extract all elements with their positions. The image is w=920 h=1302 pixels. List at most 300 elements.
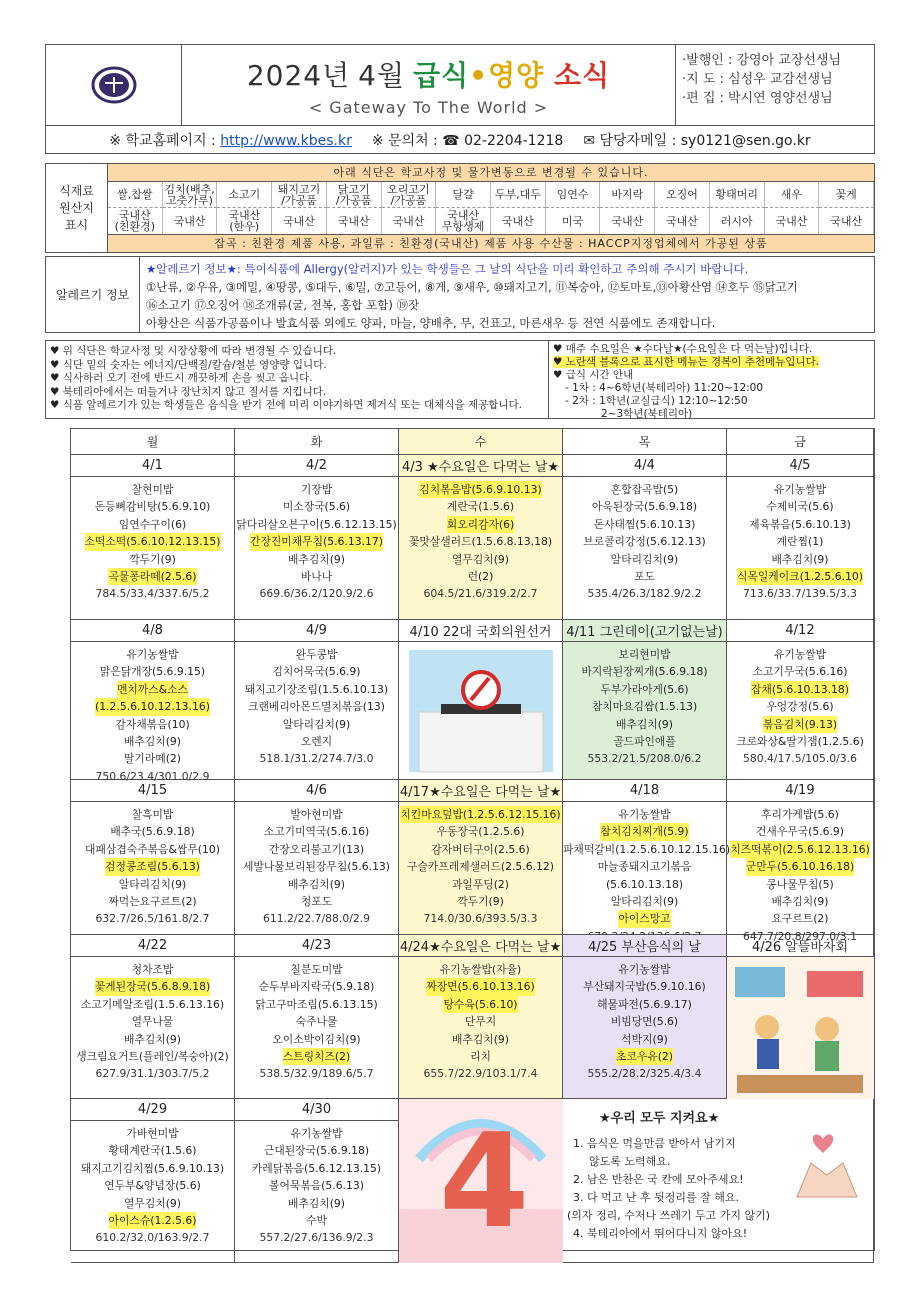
menu-item: 제육볶음(5.6.10.13): [749, 517, 851, 531]
date-cell: 4/24★수요일은 다먹는 날★: [399, 935, 563, 957]
menu-item: 유기농쌀밥: [773, 483, 827, 496]
menu-item: 유기농쌀밥(자율): [439, 963, 522, 976]
menu-item: 석박지(9): [621, 1032, 668, 1046]
menu-item: 배추김치(9): [287, 1196, 345, 1210]
origin-label-line: 원산지: [59, 200, 94, 215]
bazaar-illustration: [727, 957, 874, 1099]
email-label: ✉ 담당자메일 :: [583, 132, 677, 149]
menu-item: 닭고구마조림(5.6.13.15): [255, 997, 378, 1011]
menu-item: 과일푸딩(2): [451, 877, 509, 891]
menu-list: [399, 961, 562, 1083]
title-dot: •: [469, 58, 489, 92]
homepage-label: ※ 학교홈페이지 :: [109, 132, 216, 149]
menu-item: 배추국(5.6.9.18): [110, 825, 195, 839]
menu-list: [563, 646, 726, 768]
weekday-header: 월: [71, 429, 235, 455]
date-cell: 4/26 알뜰바자회: [727, 935, 874, 957]
menu-cell: [71, 642, 235, 783]
menu-item: 647.7/20.8/297.0/3.1: [743, 929, 857, 943]
menu-cell: [235, 957, 399, 1099]
pinky-promise-icon: [787, 1129, 867, 1199]
menu-item: 604.5/21.6/319.2/2.7: [423, 587, 538, 601]
origin-item: 오징어: [655, 182, 710, 208]
weekday-header: 금: [727, 429, 874, 455]
menu-item: 검정콩조림(5.6.13): [105, 858, 200, 875]
menu-item: 배추김치(9): [451, 1032, 509, 1046]
menu-item: 런(2): [467, 570, 494, 584]
menu-item: 해물파전(5.6.9.17): [597, 997, 692, 1011]
ballot-box-icon: [399, 642, 563, 780]
menu-item: 완두콩밥: [295, 648, 338, 661]
menu-cell: [727, 642, 874, 780]
menu-item: 식목일케이크(1.2.5.6.10): [737, 568, 863, 585]
menu-item: 우동장국(1.2.5.6): [436, 825, 525, 839]
menu-item: 627.9/31.1/303.7/5.2: [95, 1067, 210, 1081]
menu-item: 후리가케밥(5.6): [761, 808, 839, 821]
notice-left: [46, 341, 549, 418]
menu-item: 김치어묵국(5.6.9): [272, 665, 361, 679]
origin-item: 두부,대두: [491, 182, 546, 208]
menu-item: 혼합잡곡밥(5): [610, 483, 679, 496]
weekday-header: 수: [399, 429, 563, 455]
menu-item: 청차조밥: [131, 963, 174, 976]
notice-line: ♥ 식품 알레르기가 있는 학생들은 음식을 받기 전에 미리 이야기하면 제거식 또는 대체식을 제공합니다.: [50, 399, 523, 411]
menu-item: 근대된장국(5.6.9.18): [263, 1144, 370, 1158]
menu-item: 배추김치(9): [771, 895, 829, 909]
origin-country: 러시아: [710, 208, 765, 234]
menu-item: 아이스망고: [618, 910, 670, 927]
menu-item: 찰흑미밥: [131, 808, 174, 821]
menu-item: 784.5/33.4/337.6/5.2: [95, 587, 210, 601]
menu-item: 알타리김치(9): [118, 877, 187, 891]
origin-country: 국내산: [382, 208, 437, 234]
rules-line: 않도록 노력해요.: [589, 1155, 671, 1168]
menu-item: 유기농쌀밥: [618, 808, 671, 821]
weekday-header: 목: [563, 429, 727, 455]
date-cell: 4/11 그린데이(고기없는날): [563, 620, 727, 642]
allergy-warning: ★알레르기 정보★: 특이식품에 Allergy(알러지)가 있는 학생들은 그 날의 식단을 미리 확인하고 주의해 주시기 바랍니다.: [146, 262, 749, 276]
rules-line: (의자 정리, 수저나 쓰레기 두고 가지 않기): [567, 1209, 771, 1222]
menu-item: 미소장국(5.6): [282, 500, 351, 514]
title-meal: 급식: [413, 58, 470, 92]
menu-item: 스트링치즈(2): [283, 1048, 350, 1065]
menu-list: [399, 481, 562, 603]
menu-item: 김치볶음밥(5.6.9.10.13): [419, 481, 541, 498]
origin-country: 국내산: [163, 208, 218, 234]
market-people-icon: [727, 957, 874, 1099]
date-cell: 4/12: [727, 620, 874, 642]
newsletter-title: [247, 54, 610, 94]
menu-item: 아이스슈(1.2.5.6): [109, 1212, 197, 1229]
contact-bar: [45, 126, 875, 154]
title-month: 4월: [358, 58, 406, 92]
menu-cell: [563, 477, 727, 620]
menu-item: 알타리김치(9): [610, 895, 679, 909]
menu-list: [235, 481, 398, 603]
ingredient-origin-table: [45, 163, 875, 253]
menu-item: 돼지고기김치찜(5.6.9.10.13): [80, 1161, 225, 1175]
menu-item: 크랜베리아몬드멸치볶음(13): [248, 700, 385, 714]
menu-item: 구슬카프레제샐러드(2.5.6.12): [407, 860, 554, 874]
menu-item: 꽃게된장국(5.6.8.9.18): [95, 978, 211, 995]
origin-item: 새우: [765, 182, 820, 208]
allergy-label: 알레르기 정보: [46, 257, 140, 332]
menu-item: 비빔당면(5.6): [610, 1015, 679, 1029]
menu-item: 기장밥: [300, 483, 333, 496]
title-news: 소식: [554, 58, 611, 92]
menu-list: [399, 806, 562, 928]
menu-item: 보리현미밥: [618, 648, 671, 661]
menu-item: 깍두기(9): [129, 552, 176, 566]
menu-item: 돈사태찜(5.6.10.13): [593, 517, 696, 531]
rules-line: 2. 남은 반찬은 국 칸에 모아주세요!: [573, 1173, 744, 1186]
menu-item: 535.4/26.3/182.9/2.2: [587, 587, 702, 601]
menu-cell: [71, 802, 235, 935]
menu-item: 짜장면(5.6.10.13.16): [426, 978, 534, 995]
menu-item: 부산돼지국밥(5.9.10.16): [583, 980, 706, 994]
origin-item: 황태머리: [710, 182, 765, 208]
origin-item: 바지락: [600, 182, 655, 208]
notice-line: - 1차 : 4~6학년(북테리아) 11:20~12:00: [565, 382, 764, 394]
date-cell: 4/9: [235, 620, 399, 642]
allergy-list-2: ⑯소고기 ⑰오징어 ⑱조개류(굴, 전복, 홍합 포함) ⑲잣: [146, 298, 420, 312]
menu-item: 치즈떡볶이(2.5.6.12.13.16): [730, 841, 870, 858]
menu-item: 유기농쌀밥: [618, 963, 671, 976]
menu-cell: [399, 957, 563, 1099]
menu-item: 돈등뼈감비탕(5.6.9.10): [94, 500, 211, 514]
menu-list: [563, 481, 726, 603]
menu-item: 유기농쌀밥: [126, 648, 179, 661]
date-cell: 4/4: [563, 455, 727, 477]
notice-line: ♥ 급식 시간 안내: [553, 369, 634, 381]
menu-list: [727, 806, 873, 945]
homepage-link[interactable]: http://www.kbes.kr: [220, 132, 352, 149]
menu-item: 찰현미밥: [131, 483, 174, 496]
menu-list: [563, 806, 731, 945]
menu-list: [235, 806, 398, 928]
menu-list: [727, 646, 873, 768]
menu-item: 유기농쌀밥: [773, 648, 827, 661]
hands-illustration: [787, 1129, 867, 1203]
menu-item: 감자채볶음(10): [115, 717, 190, 731]
menu-item: 수제비국(5.6): [766, 500, 834, 514]
menu-item: 리치: [470, 1050, 491, 1064]
school-logo: [46, 45, 182, 125]
origin-note-top: 아래 식단은 학교사정 및 물가변동으로 변경될 수 있습니다.: [108, 164, 874, 182]
origin-item: 소고기: [217, 182, 272, 208]
menu-item: 콩나물무침(5): [766, 877, 834, 891]
menu-item: 간장오리불고기(13): [268, 842, 365, 856]
menu-cell: [71, 1121, 235, 1263]
newsletter-title-block: [182, 45, 676, 125]
menu-item: 배추김치(9): [615, 717, 673, 731]
newsletter-subtitle: < Gateway To The World >: [308, 97, 549, 117]
menu-item: 잡채(5.6.10.13.18): [751, 681, 849, 698]
notice-box: [45, 340, 875, 419]
origin-item: 쌀,찹쌀: [108, 182, 163, 208]
menu-item: 발아현미밥: [290, 808, 343, 821]
origin-item: 달걀: [436, 182, 491, 208]
phone-number: ☎ 02-2204-1218: [442, 132, 564, 149]
rules-line: 3. 다 먹고 난 후 뒷정리를 잘 해요.: [573, 1191, 739, 1204]
menu-item: 553.2/21.5/208.0/6.2: [587, 752, 702, 766]
menu-cell: [399, 477, 563, 620]
origin-item: 꽃게: [819, 182, 874, 208]
menu-list: [235, 646, 398, 768]
menu-cell: [727, 802, 874, 943]
origin-country: 미국: [546, 208, 601, 234]
menu-cell: [71, 957, 235, 1099]
date-cell: 4/23: [235, 935, 399, 957]
origin-item: 오리고기 /가공품: [382, 182, 437, 208]
origin-country: 국내산 (친환경): [108, 208, 163, 234]
menu-item: 알타리김치(9): [282, 717, 351, 731]
menu-item: 마늘종돼지고기볶음: [597, 860, 692, 874]
notice-line: ♥ 매주 수요일은 ★수다날★(수요일은 다 먹는날)입니다.: [553, 343, 813, 355]
menu-list: [563, 961, 726, 1083]
menu-item: (1.2.5.6.10.12.13.16): [95, 698, 210, 715]
menu-list: [71, 806, 234, 928]
menu-item: 소고기메알조림(1.5.6.13.16): [80, 997, 225, 1011]
menu-item: 건새우무국(5.6.9): [755, 825, 845, 839]
april-numeral-art: [399, 1099, 563, 1263]
menu-item: 볼어묵볶음(5.6.13): [269, 1179, 364, 1193]
menu-item: 배추김치(9): [287, 552, 345, 566]
menu-cell: [235, 477, 399, 620]
menu-item: 참치마요김쌈(1.5.13): [591, 700, 698, 714]
menu-item: 초코우유(2): [616, 1048, 673, 1065]
menu-item: 치킨마요덮밥(1.2.5.6.12.15.16): [400, 806, 560, 823]
menu-item: 골드파인애플: [613, 735, 676, 749]
date-cell: 4/17★수요일은 다먹는 날★: [399, 780, 563, 802]
date-cell: 4/15: [71, 780, 235, 802]
menu-item: 열무김치(9): [451, 552, 509, 566]
staff-list: [676, 45, 874, 125]
menu-cell: [235, 802, 399, 935]
origin-item: 김치(배추, 고춧가루): [163, 182, 218, 208]
origin-item: 돼지고기 /가공품: [272, 182, 327, 208]
notice-right: [549, 341, 874, 418]
origin-country: 국내산 (한우): [217, 208, 272, 234]
menu-item: 칠분도미밥: [290, 963, 343, 976]
menu-item: (5.6.10.13.18): [605, 877, 684, 891]
notice-line: ♥ 식단 밑의 숫자는 에너지/단백질/칼슘/철분 영양량 입니다.: [50, 358, 327, 371]
title-year: 2024년: [246, 58, 351, 92]
menu-item: 돼지고기장조림(1.5.6.10.13): [244, 682, 389, 696]
date-cell: 4/25 부산음식의 날: [563, 935, 727, 957]
meal-calendar: [70, 428, 875, 1257]
menu-item: 황태계란국(1.5.6): [108, 1144, 197, 1158]
date-cell: 4/10 22대 국회의원선거: [399, 620, 563, 642]
menu-cell: [563, 642, 727, 780]
menu-item: 열무김치(9): [123, 1196, 181, 1210]
menu-item: 탕수육(5.6.10): [443, 996, 517, 1013]
menu-item: 655.7/22.9/103.1/7.4: [423, 1067, 538, 1081]
menu-list: [235, 1125, 398, 1247]
menu-item: 611.2/22.7/88.0/2.9: [262, 912, 371, 926]
menu-item: 파채떡갈비(1.2.5.6.10.12.15.16): [563, 842, 731, 856]
menu-item: 회오리감자(6): [447, 516, 514, 533]
menu-cell: [235, 1121, 399, 1263]
origin-country: 국내산: [600, 208, 655, 234]
menu-item: 계란찜(1): [776, 535, 824, 549]
menu-item: 610.2/32.0/163.9/2.7: [95, 1231, 210, 1245]
menu-item: 538.5/32.9/189.6/5.7: [259, 1067, 374, 1081]
menu-item: 단무지: [464, 1015, 497, 1029]
allergy-text: [146, 260, 798, 332]
allergy-info: [45, 256, 875, 333]
menu-item: 딸기라떼(2): [123, 752, 181, 766]
menu-item: 우엉강정(5.6): [766, 700, 834, 714]
menu-item: 대패삼겹숙주볶음&쌈무(10): [85, 842, 220, 856]
menu-list: [727, 481, 873, 603]
election-illustration: [399, 642, 563, 780]
menu-item: 가바현미밥: [126, 1127, 179, 1140]
origin-item: 임연수: [546, 182, 601, 208]
allergy-sulfite-note: 아황산은 식품가공품이나 발효식품 외에도 양파, 마늘, 양배추, 무, 건표고, 마른새우 등 전연 식품에도 존재합니다.: [146, 316, 716, 330]
date-cell: 4/30: [235, 1099, 399, 1121]
email-address: sy0121@sen.go.kr: [680, 132, 811, 149]
menu-item: 청포도: [300, 895, 333, 909]
date-cell: 4/5: [727, 455, 874, 477]
menu-item: 713.6/33.7/139.5/3.3: [743, 587, 857, 601]
menu-item: 배추김치(9): [123, 1032, 181, 1046]
origin-country: 국내산: [765, 208, 820, 234]
notice-line: ♥ 위 식단은 학교사정 및 시장상황에 따라 변경될 수 있습니다.: [50, 345, 337, 357]
menu-item: 계란국(1.5.6): [446, 500, 515, 514]
menu-item: 숙주나물: [295, 1015, 338, 1029]
menu-item: 바나나: [300, 570, 333, 584]
notice-line: ♥ 북테리아에서는 떠들거나 장난치지 않고 질서를 지킵니다.: [50, 385, 327, 398]
staff-entry: ·발행인 : 강영아 교장선생님: [682, 53, 842, 68]
newsletter-header: [45, 44, 875, 126]
menu-item: 간장진미채무침(5.6.13.17): [250, 533, 383, 550]
weekday-header: 화: [235, 429, 399, 455]
menu-item: 소떡소떡(5.6.10.12.13.15): [85, 533, 221, 550]
menu-item: 수박: [306, 1214, 327, 1228]
menu-item: 557.2/27.6/136.9/2.3: [259, 1231, 374, 1245]
menu-cell: [563, 802, 731, 935]
menu-item: 임연수구이(6): [118, 517, 187, 531]
menu-item: 곡물퐁라떼(2.5.6): [108, 568, 196, 585]
menu-cell: [563, 957, 727, 1099]
menu-item: 요구르트(2): [771, 912, 829, 926]
notice-line: 2~3학년(북테리아): [601, 408, 693, 420]
origin-label-line: 식재료: [59, 183, 94, 198]
menu-item: 세발나물보리된장무침(5.6.13): [242, 860, 391, 874]
school-emblem-icon: [91, 66, 137, 104]
menu-item: 카레닭볶음(5.6.12.13.15): [251, 1161, 382, 1175]
menu-cell: [399, 802, 563, 935]
date-cell: 4/18: [563, 780, 727, 802]
menu-item: 알타리김치(9): [610, 552, 679, 566]
menu-item: 유기농쌀밥: [290, 1127, 343, 1140]
date-cell: 4/19: [727, 780, 874, 802]
menu-item: 멘치까스&소스: [117, 681, 188, 698]
april-numeral: 4: [439, 1105, 530, 1257]
menu-item: 깍두기(9): [457, 895, 504, 909]
menu-item: 오이소박이김치(9): [272, 1032, 361, 1046]
rules-title: ★우리 모두 지켜요★: [599, 1111, 720, 1126]
staff-entry: ·편 집 : 박시연 영양선생님: [682, 91, 833, 106]
origin-country: 국내산: [491, 208, 546, 234]
menu-list: [71, 961, 234, 1083]
menu-item: 배추김치(9): [287, 877, 345, 891]
menu-item: 714.0/30.6/393.5/3.3: [423, 912, 538, 926]
menu-item: 열무나물: [131, 1015, 174, 1029]
menu-item: 750.6/23.4/301.0/2.9: [95, 769, 210, 783]
rules-line: 1. 음식은 먹을만큼 받아서 남기지: [573, 1137, 736, 1150]
menu-item: 555.2/28.2/325.4/3.4: [587, 1067, 702, 1081]
menu-item: 두부가라아게(5.6): [600, 682, 689, 696]
menu-item: 배추김치(9): [771, 552, 829, 566]
date-cell: 4/8: [71, 620, 235, 642]
date-cell: 4/1: [71, 455, 235, 477]
menu-item: 배추김치(9): [123, 735, 181, 749]
menu-cell: [727, 477, 874, 620]
date-cell: 4/29: [71, 1099, 235, 1121]
staff-entry: ·지 도 : 심성우 교감선생님: [682, 72, 833, 87]
rules-line: 4. 북테리아에서 뛰어다니지 않아요!: [573, 1227, 748, 1240]
menu-item: 순두부바지락국(5.9.18): [258, 980, 375, 994]
menu-item: 볶음김치(9.13): [763, 716, 837, 733]
date-cell: 4/2: [235, 455, 399, 477]
origin-country: 국내산 무항생제: [436, 208, 491, 234]
menu-item: 632.7/26.5/161.8/2.7: [95, 912, 210, 926]
menu-item: 518.1/31.2/274.7/3.0: [259, 752, 374, 766]
origin-label-line: 표시: [64, 217, 89, 232]
menu-list: [71, 481, 234, 603]
origin-item: 닭고기 /가공품: [327, 182, 382, 208]
menu-item: 짜먹는요구르트(2): [108, 895, 197, 909]
date-cell: 4/6: [235, 780, 399, 802]
notice-line: - 2차 : 1학년(교실급식) 12:10~12:50: [565, 395, 748, 407]
title-nutrition: 영양: [488, 58, 545, 92]
menu-item: 포도: [634, 570, 655, 584]
menu-item: 감자버터구이(2.5.6): [431, 842, 530, 856]
allergy-list-1: ①난류, ②우유, ③메밀, ④땅콩, ⑤대두, ⑥밀, ⑦고등어, ⑧게, ⑨새우, ⑩돼지고기, ⑪복숭아, ⑫토마토,⑬아황산염 ⑭호두 ⑮닭고기: [146, 280, 798, 294]
menu-item: 닭다리살오븐구이(5.6.12.13.15): [236, 517, 397, 531]
menu-item: 소고기무국(5.6.16): [752, 665, 848, 679]
origin-label: [46, 164, 108, 252]
menu-item: 맑은닭개장(5.6.9.15): [99, 665, 206, 679]
date-cell: 4/22: [71, 935, 235, 957]
menu-cell: [71, 477, 235, 620]
menu-list: [71, 646, 234, 785]
origin-country: 국내산: [272, 208, 327, 234]
menu-item: 생크림요거트(플레인/복숭아)(2): [76, 1050, 229, 1064]
menu-item: 군만두(5.6.10.16.18): [746, 858, 854, 875]
menu-item: 바지락된장찌개(5.6.9.18): [581, 665, 708, 679]
menu-item: 연두부&양념장(5.6): [104, 1179, 201, 1193]
phone-label: ※ 문의처 :: [371, 132, 438, 149]
date-cell: 4/3 ★수요일은 다먹는 날★: [399, 455, 563, 477]
menu-cell: [235, 642, 399, 780]
menu-item: 크로와상&딸기잼(1.2.5.6): [736, 735, 864, 749]
menu-item: 참치김치찌개(5.9): [600, 823, 688, 840]
menu-item: 아욱된장국(5.6.9.18): [591, 500, 698, 514]
rules-box: [563, 1099, 874, 1263]
origin-country: 국내산: [819, 208, 874, 234]
menu-item: 꽃맛살샐러드(1.5.6.8.13.18): [408, 535, 553, 549]
menu-item: 오렌지: [300, 735, 333, 749]
menu-item: 669.6/36.2/120.9/2.6: [259, 587, 374, 601]
menu-item: 580.4/17.5/105.0/3.6: [743, 752, 857, 766]
origin-country: 국내산: [655, 208, 710, 234]
menu-item: 소고기미역국(5.6.16): [263, 825, 370, 839]
notice-line: ♥ 노란색 블록으로 표시한 메뉴는 경복이 추천메뉴입니다.: [553, 356, 820, 368]
menu-item: 브로콜리강정(5.6.12.13): [583, 535, 706, 549]
